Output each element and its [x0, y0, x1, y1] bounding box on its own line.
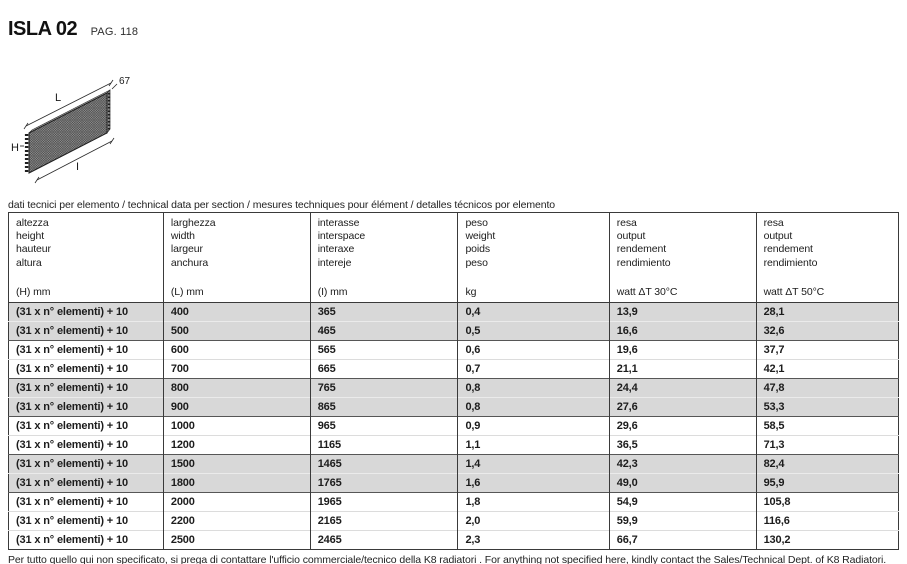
cell-width: 1200 — [163, 436, 310, 455]
cell-output-dt30: 66,7 — [609, 531, 756, 550]
cell-output-dt50: 28,1 — [756, 303, 898, 322]
table-row — [9, 474, 899, 493]
cell-output-dt30: 16,6 — [609, 322, 756, 341]
cell-interspace: 1965 — [310, 493, 458, 512]
cell-weight: 2,3 — [458, 531, 609, 550]
cell-weight: 0,9 — [458, 417, 609, 436]
cell-weight: 0,5 — [458, 322, 609, 341]
cell-height: (31 x n° elementi) + 10 — [9, 417, 164, 436]
cell-height: (31 x n° elementi) + 10 — [9, 379, 164, 398]
col-header-names — [617, 217, 754, 270]
cell-height: (31 x n° elementi) + 10 — [9, 398, 164, 417]
col-header-name: weight — [465, 230, 496, 243]
diagram-label-interaxis: I — [76, 161, 80, 173]
col-header-name: intereje — [317, 256, 352, 269]
table-row — [9, 417, 899, 436]
diagram-label-length: L — [55, 92, 62, 104]
col-header-name: altezza — [16, 217, 49, 229]
cell-interspace: 365 — [310, 303, 458, 322]
cell-weight: 0,8 — [458, 379, 609, 398]
cell-interspace: 1165 — [310, 436, 458, 455]
col-header-width — [163, 213, 310, 303]
cell-output-dt50: 82,4 — [756, 455, 898, 474]
col-header-names — [764, 217, 896, 270]
cell-width: 500 — [163, 322, 310, 341]
col-header-name: rendimiento — [763, 256, 818, 269]
cell-output-dt50: 130,2 — [756, 531, 898, 550]
cell-output-dt30: 24,4 — [609, 379, 756, 398]
col-header-names — [171, 217, 308, 270]
cell-weight: 1,1 — [458, 436, 609, 455]
col-header-name: interaxe — [317, 243, 355, 256]
cell-output-dt30: 29,6 — [609, 417, 756, 436]
cell-interspace: 2165 — [310, 512, 458, 531]
col-header-output-dt50 — [756, 213, 898, 303]
col-header-name: hauteur — [16, 243, 51, 256]
cell-interspace: 965 — [310, 417, 458, 436]
col-header-name: interasse — [317, 217, 360, 229]
cell-height: (31 x n° elementi) + 10 — [9, 531, 164, 550]
col-header-name: output — [763, 230, 793, 243]
cell-interspace: 765 — [310, 379, 458, 398]
cell-interspace: 1765 — [310, 474, 458, 493]
cell-weight: 0,4 — [458, 303, 609, 322]
col-header-unit: watt ΔT 50°C — [763, 286, 825, 298]
col-header-height — [9, 213, 164, 303]
cell-output-dt50: 116,6 — [756, 512, 898, 531]
cell-interspace: 1465 — [310, 455, 458, 474]
dimension-tick — [109, 80, 113, 86]
cell-width: 2200 — [163, 512, 310, 531]
cell-weight: 0,8 — [458, 398, 609, 417]
section-caption: dati tecnici per elemento / technical data per section / mesures techniques pour élément / detalles técnicos por elemento — [8, 198, 556, 211]
cell-output-dt30: 54,9 — [609, 493, 756, 512]
col-header-name: larghezza — [170, 217, 216, 229]
cell-output-dt50: 47,8 — [756, 379, 898, 398]
cell-weight: 1,6 — [458, 474, 609, 493]
cell-width: 1500 — [163, 455, 310, 474]
cell-height: (31 x n° elementi) + 10 — [9, 341, 164, 360]
col-header-name: anchura — [170, 256, 209, 269]
cell-height: (31 x n° elementi) + 10 — [9, 493, 164, 512]
technical-data-table-wrap — [8, 212, 899, 550]
cell-height: (31 x n° elementi) + 10 — [16, 306, 128, 318]
col-header-name: peso — [465, 256, 488, 269]
cell-output-dt30: 49,0 — [609, 474, 756, 493]
cell-output-dt50: 53,3 — [756, 398, 898, 417]
cell-output-dt50: 71,3 — [756, 436, 898, 455]
table-row — [9, 398, 899, 417]
table-row — [9, 322, 899, 341]
cell-interspace: 2465 — [310, 531, 458, 550]
col-header-unit: (L) mm — [170, 286, 204, 298]
cell-output-dt50: 58,5 — [756, 417, 898, 436]
cell-width: 700 — [163, 360, 310, 379]
cell-weight: 1,8 — [458, 493, 609, 512]
cell-output-dt30: 59,9 — [609, 512, 756, 531]
table-row — [9, 455, 899, 474]
cell-output-dt30: 27,6 — [609, 398, 756, 417]
header-row — [9, 213, 899, 303]
table-row — [9, 531, 899, 550]
cell-output-dt50: 95,9 — [756, 474, 898, 493]
col-header-name: rendement — [616, 243, 667, 256]
table-row — [9, 303, 899, 322]
cell-height: (31 x n° elementi) + 10 — [9, 322, 164, 341]
cell-height: (31 x n° elementi) + 10 — [9, 360, 164, 379]
cell-weight: 1,4 — [458, 455, 609, 474]
radiator-isometric-diagram — [10, 72, 140, 187]
cell-output-dt50: 32,6 — [756, 322, 898, 341]
cell-output-dt30: 19,6 — [609, 341, 756, 360]
cell-output-dt50: 42,1 — [756, 360, 898, 379]
dimension-tick — [110, 138, 114, 144]
col-header-name: poids — [465, 243, 491, 256]
table-row — [9, 436, 899, 455]
table-row — [9, 512, 899, 531]
col-header-name: rendement — [763, 243, 813, 256]
cell-interspace: 665 — [310, 360, 458, 379]
technical-data-table — [8, 212, 899, 550]
col-header-name: resa — [763, 217, 784, 229]
cell-height: (31 x n° elementi) + 10 — [9, 474, 164, 493]
table-row — [9, 341, 899, 360]
cell-output-dt30: 36,5 — [609, 436, 756, 455]
table-body — [9, 303, 899, 550]
cell-output-dt30: 21,1 — [609, 360, 756, 379]
cell-width: 400 — [163, 303, 310, 322]
col-header-output-dt30 — [609, 213, 756, 303]
col-header-names — [16, 217, 161, 270]
col-header-interspace — [310, 213, 458, 303]
cell-output-dt30: 42,3 — [609, 455, 756, 474]
col-header-name: peso — [465, 217, 488, 229]
col-header-name: output — [616, 230, 646, 243]
cell-weight: 0,7 — [458, 360, 609, 379]
cell-width: 2500 — [163, 531, 310, 550]
col-header-name: resa — [616, 217, 637, 229]
cell-height: (31 x n° elementi) + 10 — [9, 436, 164, 455]
cell-output-dt50: 105,8 — [756, 493, 898, 512]
cell-width: 600 — [163, 341, 310, 360]
footer-note: Per tutto quello qui non specificato, si prega di contattare l'ufficio commerciale/tecnico della K8 radiatori . For anything not specified here, kindly contact the Sales/Technical Dept. of K8 Radiatori. — [8, 553, 887, 564]
cell-width: 1000 — [163, 417, 310, 436]
table-row — [9, 493, 899, 512]
diagram-label-height: H — [11, 142, 19, 154]
col-header-unit: (H) mm — [16, 286, 51, 298]
col-header-unit: kg — [465, 286, 477, 298]
cell-interspace: 865 — [310, 398, 458, 417]
col-header-name: altura — [16, 256, 42, 269]
table-head — [9, 213, 899, 303]
cell-weight: 2,0 — [458, 512, 609, 531]
cell-interspace: 565 — [310, 341, 458, 360]
cell-height: (31 x n° elementi) + 10 — [9, 512, 164, 531]
table-row — [9, 360, 899, 379]
cell-output-dt30: 13,9 — [609, 303, 756, 322]
dimension-tick — [24, 123, 28, 129]
dimension-tick-depth — [112, 84, 117, 89]
diagram-label-depth: 67 — [119, 76, 131, 87]
col-header-names — [465, 217, 606, 270]
col-header-name: rendimiento — [616, 256, 671, 269]
cell-weight: 0,6 — [458, 341, 609, 360]
masthead — [8, 5, 138, 55]
col-header-name: largeur — [170, 243, 203, 256]
col-header-unit: watt ΔT 30°C — [616, 286, 678, 298]
cell-interspace: 465 — [310, 322, 458, 341]
cell-width: 2000 — [163, 493, 310, 512]
cell-height: (31 x n° elementi) + 10 — [9, 455, 164, 474]
cell-output-dt50: 37,7 — [756, 341, 898, 360]
col-header-name: interspace — [317, 230, 366, 243]
page-title: ISLA 02 — [8, 18, 78, 41]
table-row — [9, 379, 899, 398]
col-header-weight — [458, 213, 609, 303]
col-header-name: height — [16, 230, 45, 243]
col-header-names — [318, 217, 456, 270]
col-header-unit: (I) mm — [317, 286, 348, 298]
cell-width: 1800 — [163, 474, 310, 493]
cell-width: 800 — [163, 379, 310, 398]
cell-width: 900 — [163, 398, 310, 417]
dimension-tick — [35, 177, 39, 183]
col-header-name: width — [170, 230, 195, 243]
page-ref: PAG. 118 — [90, 26, 139, 39]
